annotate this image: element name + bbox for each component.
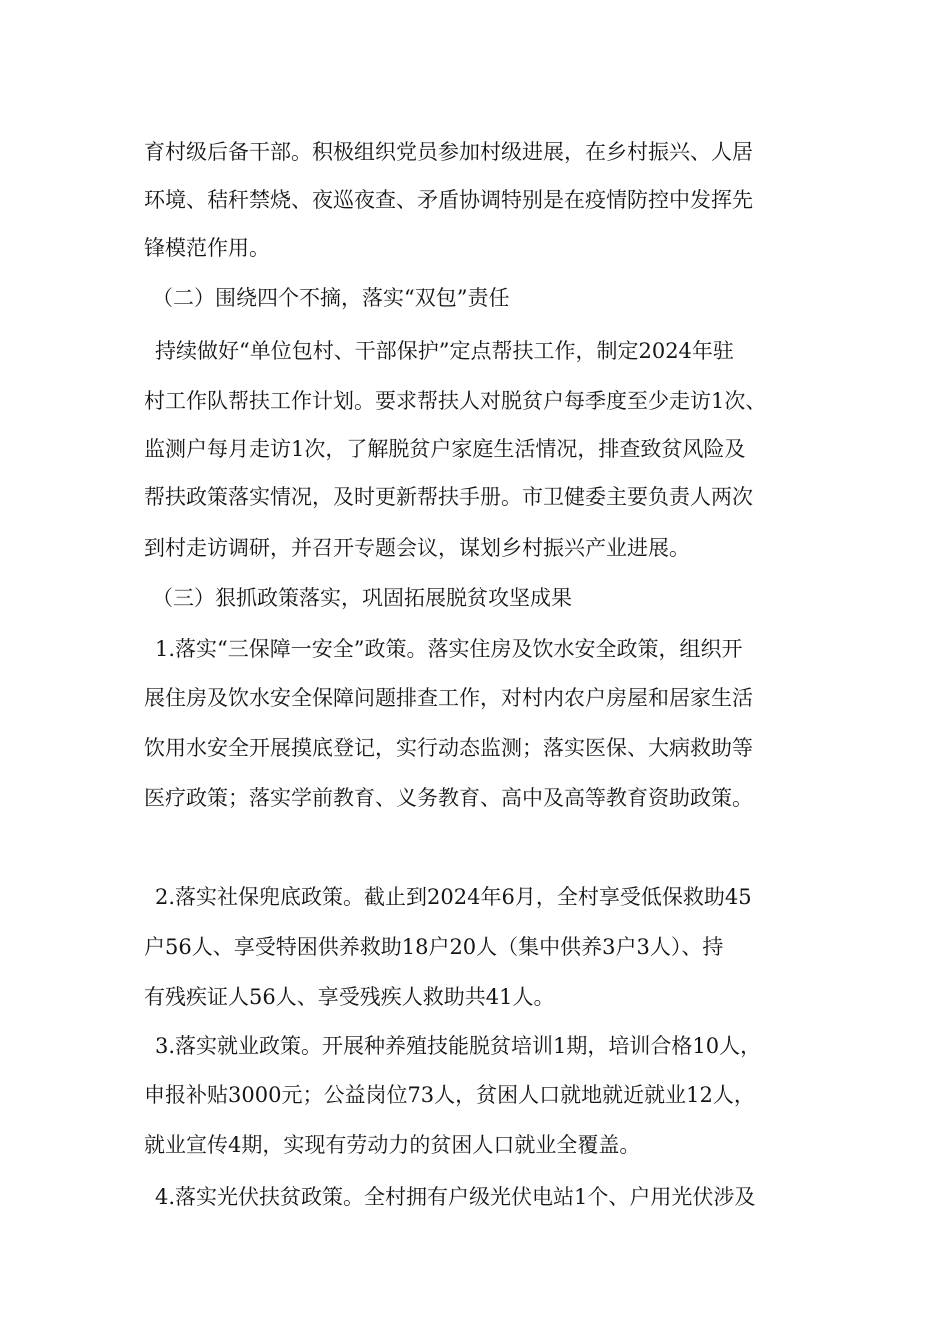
paragraph-line: 监测户每月走访1次，了解脱贫户家庭生活情况，排查致贫风险及 — [144, 437, 746, 461]
paragraph-line: 锋模范作用。 — [144, 236, 270, 260]
section-heading: （二）围绕四个不摘，落实“双包”责任 — [152, 286, 510, 310]
paragraph-line: 育村级后备干部。积极组织党员参加村级进展，在乡村振兴、人居 — [144, 140, 753, 164]
paragraph-line: 户56人、享受特困供养救助18户20人（集中供养3户3人）、持 — [144, 935, 724, 959]
paragraph-line: 就业宣传4期，实现有劳动力的贫困人口就业全覆盖。 — [144, 1133, 641, 1157]
paragraph-line: 持续做好“单位包村、干部保护”定点帮扶工作，制定2024年驻 — [155, 339, 734, 363]
paragraph-line: 帮扶政策落实情况，及时更新帮扶手册。市卫健委主要负责人两次 — [144, 485, 753, 509]
paragraph-line: 有残疾证人56人、享受残疾人救助共41人。 — [144, 985, 555, 1009]
paragraph-line: 1.落实“三保障一安全”政策。落实住房及饮水安全政策，组织开 — [155, 637, 743, 661]
paragraph-line: 医疗政策；落实学前教育、义务教育、高中及高等教育资助政策。 — [144, 786, 753, 810]
paragraph-line: 饮用水安全开展摸底登记，实行动态监测；落实医保、大病救助等 — [144, 736, 753, 760]
paragraph-line: 3.落实就业政策。开展种养殖技能脱贫培训1期，培训合格10人， — [155, 1034, 762, 1058]
paragraph-line: 到村走访调研，并召开专题会议，谋划乡村振兴产业进展。 — [144, 536, 690, 560]
paragraph-line: 2.落实社保兜底政策。截止到2024年6月，全村享受低保救助45 — [155, 885, 752, 909]
section-heading: （三）狠抓政策落实，巩固拓展脱贫攻坚成果 — [152, 586, 572, 610]
paragraph-line: 申报补贴3000元；公益岗位73人，贫困人口就地就近就业12人， — [144, 1083, 755, 1107]
paragraph-line: 4.落实光伏扶贫政策。全村拥有户级光伏电站1个、户用光伏涉及 — [155, 1185, 756, 1209]
paragraph-line: 环境、秸秆禁烧、夜巡夜查、矛盾协调特别是在疫情防控中发挥先 — [144, 188, 753, 212]
paragraph-line: 展住房及饮水安全保障问题排查工作，对村内农户房屋和居家生活 — [144, 686, 753, 710]
paragraph-line: 村工作队帮扶工作计划。要求帮扶人对脱贫户每季度至少走访1次、 — [144, 389, 767, 413]
